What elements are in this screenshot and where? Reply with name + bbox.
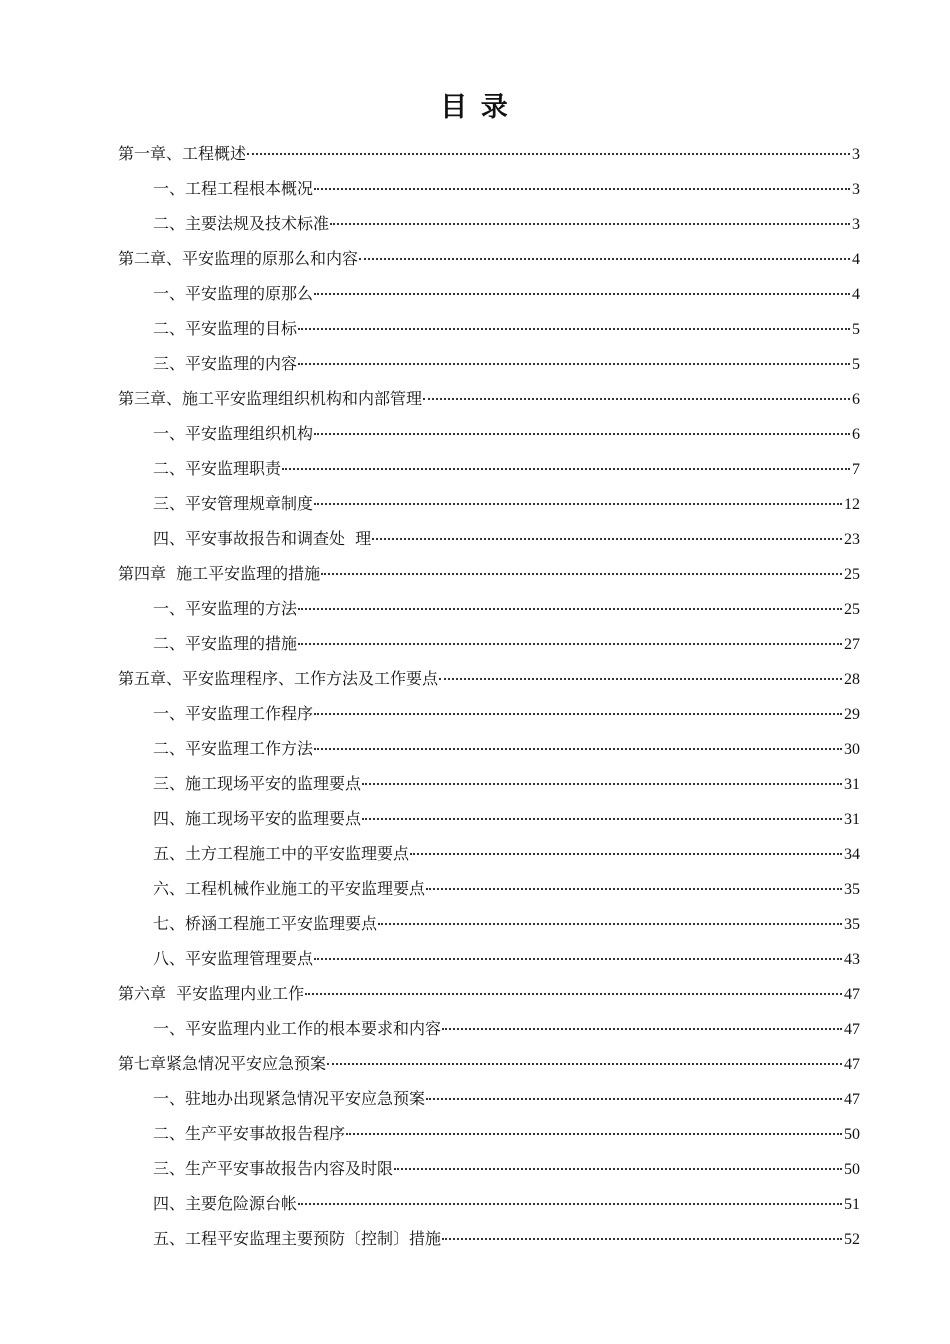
- toc-page-number: 4: [852, 286, 860, 303]
- toc-section-entry[interactable]: [118, 171, 860, 206]
- toc-dot-leader: [247, 153, 850, 155]
- toc-dot-leader: [314, 503, 842, 505]
- toc-entry-label: 八、平安监理管理要点: [153, 949, 314, 968]
- toc-dot-leader: [410, 853, 842, 855]
- toc-dot-leader: [442, 1238, 842, 1240]
- toc-page-number: 25: [844, 601, 860, 618]
- toc-entry-label: 第二章、平安监理的原那么和内容: [118, 249, 359, 268]
- toc-chapter-entry[interactable]: [118, 1046, 860, 1081]
- toc-page-number: 4: [852, 251, 860, 268]
- toc-entry-label: 二、平安监理工作方法: [153, 739, 314, 758]
- toc-page-number: 47: [844, 1056, 860, 1073]
- toc-entry-label: 第六章 平安监理内业工作: [118, 984, 305, 1003]
- toc-section-entry[interactable]: [118, 1081, 860, 1116]
- toc-dot-leader: [298, 1203, 842, 1205]
- toc-page-number: 47: [844, 1091, 860, 1108]
- toc-dot-leader: [394, 1168, 842, 1170]
- toc-page-number: 51: [844, 1196, 860, 1213]
- toc-entry-label: 三、施工现场平安的监理要点: [153, 774, 362, 793]
- toc-page-number: 47: [844, 1021, 860, 1038]
- toc-section-entry[interactable]: [118, 766, 860, 801]
- toc-page-number: 5: [852, 356, 860, 373]
- toc-chapter-entry[interactable]: [118, 661, 860, 696]
- toc-page-number: 25: [844, 566, 860, 583]
- toc-section-entry[interactable]: [118, 416, 860, 451]
- toc-dot-leader: [305, 993, 842, 995]
- toc-dot-leader: [298, 328, 850, 330]
- toc-page-number: 27: [844, 636, 860, 653]
- toc-section-entry[interactable]: [118, 311, 860, 346]
- table-of-contents: [118, 136, 860, 1256]
- toc-chapter-entry[interactable]: [118, 381, 860, 416]
- toc-entry-label: 一、平安监理的原那么: [153, 284, 314, 303]
- toc-page-number: 35: [844, 881, 860, 898]
- toc-section-entry[interactable]: [118, 1116, 860, 1151]
- toc-section-entry[interactable]: [118, 1151, 860, 1186]
- toc-entry-label: 一、工程工程根本概况: [153, 179, 314, 198]
- toc-section-entry[interactable]: [118, 871, 860, 906]
- toc-entry-label: 五、工程平安监理主要预防〔控制〕措施: [153, 1229, 442, 1248]
- toc-section-entry[interactable]: [118, 626, 860, 661]
- toc-dot-leader: [423, 398, 850, 400]
- toc-page-number: 52: [844, 1231, 860, 1248]
- toc-dot-leader: [282, 468, 850, 470]
- toc-section-entry[interactable]: [118, 346, 860, 381]
- toc-page-number: 30: [844, 741, 860, 758]
- toc-dot-leader: [298, 608, 842, 610]
- toc-entry-label: 第四章 施工平安监理的措施: [118, 564, 321, 583]
- toc-section-entry[interactable]: [118, 941, 860, 976]
- toc-page-number: 29: [844, 706, 860, 723]
- toc-entry-label: 一、平安监理的方法: [153, 599, 298, 618]
- toc-dot-leader: [359, 258, 850, 260]
- toc-section-entry[interactable]: [118, 906, 860, 941]
- toc-section-entry[interactable]: [118, 1011, 860, 1046]
- toc-section-entry[interactable]: [118, 1221, 860, 1256]
- toc-section-entry[interactable]: [118, 801, 860, 836]
- toc-page-number: 12: [844, 496, 860, 513]
- toc-page-number: 31: [844, 811, 860, 828]
- toc-entry-label: 第一章、工程概述: [118, 144, 247, 163]
- toc-page-number: 50: [844, 1126, 860, 1143]
- toc-dot-leader: [362, 783, 842, 785]
- toc-entry-label: 三、平安管理规章制度: [153, 494, 314, 513]
- toc-entry-label: 一、驻地办出现紧急情况平安应急预案: [153, 1089, 426, 1108]
- toc-entry-label: 七、桥涵工程施工平安监理要点: [153, 914, 378, 933]
- toc-dot-leader: [426, 1098, 842, 1100]
- toc-entry-label: 四、主要危险源台帐: [153, 1194, 298, 1213]
- toc-page-number: 31: [844, 776, 860, 793]
- toc-dot-leader: [314, 293, 850, 295]
- toc-dot-leader: [321, 573, 842, 575]
- toc-section-entry[interactable]: [118, 591, 860, 626]
- toc-dot-leader: [378, 923, 842, 925]
- toc-section-entry[interactable]: [118, 276, 860, 311]
- toc-entry-label: 二、平安监理的目标: [153, 319, 298, 338]
- toc-page-number: 34: [844, 846, 860, 863]
- toc-dot-leader: [442, 1028, 842, 1030]
- toc-entry-label: 一、平安监理工作程序: [153, 704, 314, 723]
- toc-chapter-entry[interactable]: [118, 976, 860, 1011]
- toc-entry-label: 一、平安监理内业工作的根本要求和内容: [153, 1019, 442, 1038]
- toc-page-number: 6: [852, 391, 860, 408]
- toc-page-number: 47: [844, 986, 860, 1003]
- toc-dot-leader: [298, 363, 850, 365]
- toc-page-number: 28: [844, 671, 860, 688]
- toc-entry-label: 第五章、平安监理程序、工作方法及工作要点: [118, 669, 439, 688]
- page-title: 目 录: [440, 92, 510, 123]
- toc-section-entry[interactable]: [118, 696, 860, 731]
- toc-entry-label: 一、平安监理组织机构: [153, 424, 314, 443]
- toc-dot-leader: [314, 713, 842, 715]
- toc-dot-leader: [372, 538, 842, 540]
- toc-chapter-entry[interactable]: [118, 241, 860, 276]
- toc-page-number: 7: [852, 461, 860, 478]
- toc-dot-leader: [314, 188, 850, 190]
- toc-dot-leader: [314, 433, 850, 435]
- toc-page-number: 43: [844, 951, 860, 968]
- toc-entry-label: 四、施工现场平安的监理要点: [153, 809, 362, 828]
- toc-entry-label: 二、平安监理的措施: [153, 634, 298, 653]
- toc-section-entry[interactable]: [118, 731, 860, 766]
- toc-dot-leader: [362, 818, 842, 820]
- toc-entry-label: 三、平安监理的内容: [153, 354, 298, 373]
- toc-page-number: 3: [852, 216, 860, 233]
- toc-page-number: 35: [844, 916, 860, 933]
- toc-section-entry[interactable]: [118, 1186, 860, 1221]
- toc-dot-leader: [330, 223, 850, 225]
- toc-entry-label: 二、平安监理职责: [153, 459, 282, 478]
- toc-page-number: 3: [852, 181, 860, 198]
- toc-entry-label: 三、生产平安事故报告内容及时限: [153, 1159, 394, 1178]
- toc-dot-leader: [298, 643, 842, 645]
- toc-entry-label: 四、平安事故报告和调查处 理: [153, 529, 372, 548]
- toc-dot-leader: [439, 678, 842, 680]
- toc-dot-leader: [314, 958, 842, 960]
- toc-dot-leader: [327, 1063, 842, 1065]
- toc-page-number: 50: [844, 1161, 860, 1178]
- toc-chapter-entry[interactable]: [118, 136, 860, 171]
- toc-dot-leader: [314, 748, 842, 750]
- toc-page-number: 23: [844, 531, 860, 548]
- toc-dot-leader: [426, 888, 842, 890]
- toc-entry-label: 第三章、施工平安监理组织机构和内部管理: [118, 389, 423, 408]
- toc-page-number: 5: [852, 321, 860, 338]
- toc-section-entry[interactable]: [118, 836, 860, 871]
- toc-chapter-entry[interactable]: [118, 556, 860, 591]
- toc-entry-label: 六、工程机械作业施工的平安监理要点: [153, 879, 426, 898]
- toc-entry-label: 二、主要法规及技术标准: [153, 214, 330, 233]
- toc-section-entry[interactable]: [118, 451, 860, 486]
- toc-dot-leader: [346, 1133, 842, 1135]
- toc-section-entry[interactable]: [118, 486, 860, 521]
- toc-entry-label: 第七章紧急情况平安应急预案: [118, 1054, 327, 1073]
- toc-page-number: 6: [852, 426, 860, 443]
- toc-section-entry[interactable]: [118, 521, 860, 556]
- toc-entry-label: 五、土方工程施工中的平安监理要点: [153, 844, 410, 863]
- toc-entry-label: 二、生产平安事故报告程序: [153, 1124, 346, 1143]
- toc-section-entry[interactable]: [118, 206, 860, 241]
- toc-page-number: 3: [852, 146, 860, 163]
